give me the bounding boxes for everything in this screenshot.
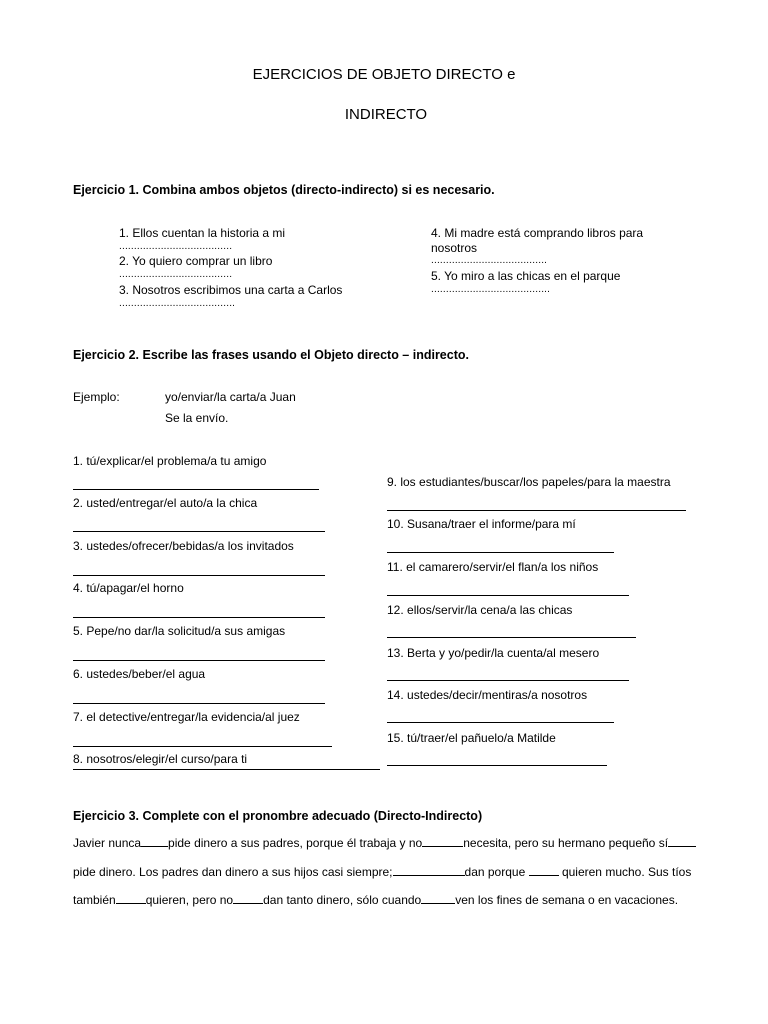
exercise-1-item-5: 5. Yo miro a las chicas en el parque xyxy=(431,269,621,283)
answer-line[interactable] xyxy=(387,552,614,553)
paragraph-text: necesita, pero su hermano pequeño sí xyxy=(463,836,669,850)
exercise-1-item-4: 4. Mi madre está comprando libros para xyxy=(431,226,644,240)
fill-blank[interactable] xyxy=(233,892,263,904)
paragraph-text: ven los fines de semana o en vacaciones. xyxy=(455,893,679,907)
fill-blank[interactable] xyxy=(116,892,146,904)
exercise-2-item: 2. usted/entregar/el auto/a la chica xyxy=(73,496,258,510)
exercise-1-heading: Ejercicio 1. Combina ambos objetos (directo-indirecto) si es necesario. xyxy=(73,183,495,197)
exercise-1-item-1: 1. Ellos cuentan la historia a mi xyxy=(119,226,286,240)
exercise-2-item: 10. Susana/traer el informe/para mí xyxy=(387,517,576,531)
exercise-2-item: 9. los estudiantes/buscar/los papeles/para la maestra xyxy=(387,475,671,489)
exercise-2-item: 13. Berta y yo/pedir/la cuenta/al mesero xyxy=(387,646,600,660)
answer-line[interactable] xyxy=(73,617,325,618)
fill-blank[interactable] xyxy=(421,892,455,904)
exercise-2-item: 15. tú/traer/el pañuelo/a Matilde xyxy=(387,731,556,745)
exercise-2-item: 1. tú/explicar/el problema/a tu amigo xyxy=(73,454,267,468)
answer-line[interactable] xyxy=(73,531,325,532)
document-title-line2: INDIRECTO xyxy=(344,106,428,123)
document-title: EJERCICIOS DE OBJETO DIRECTO e xyxy=(252,66,516,83)
answer-line[interactable] xyxy=(73,575,325,576)
answer-dots[interactable]: ....................................... xyxy=(119,298,236,309)
answer-line[interactable] xyxy=(387,765,607,766)
answer-line[interactable] xyxy=(73,746,332,747)
exercise-2-item: 11. el camarero/servir/el flan/a los niños xyxy=(387,560,599,574)
paragraph-text: dan tanto dinero, sólo cuando xyxy=(263,893,422,907)
answer-line[interactable] xyxy=(73,489,319,490)
answer-line[interactable] xyxy=(387,637,636,638)
exercise-2-item: 3. ustedes/ofrecer/bebidas/a los invitados xyxy=(73,539,294,553)
answer-line[interactable] xyxy=(73,703,325,704)
paragraph-text: quieren mucho. Sus tíos también xyxy=(73,864,692,907)
exercise-2-item: 14. ustedes/decir/mentiras/a nosotros xyxy=(387,688,588,702)
exercise-1-item-2: 2. Yo quiero comprar un libro xyxy=(119,254,273,268)
paragraph-text: dan porque xyxy=(464,864,526,879)
exercise-1-item-3: 3. Nosotros escribimos una carta a Carlos xyxy=(119,283,343,297)
answer-line[interactable] xyxy=(73,769,380,770)
exercise-2-item: 7. el detective/entregar/la evidencia/al juez xyxy=(73,710,300,724)
fill-blank[interactable] xyxy=(668,835,696,847)
answer-line[interactable] xyxy=(387,510,686,511)
exercise-2-item: 8. nosotros/elegir/el curso/para ti xyxy=(73,752,248,766)
answer-dots[interactable]: ...................................... xyxy=(119,241,233,252)
answer-line[interactable] xyxy=(73,660,325,661)
paragraph-text: Javier nunca xyxy=(73,836,142,850)
answer-dots[interactable]: ........................................ xyxy=(431,284,551,295)
answer-line[interactable] xyxy=(387,722,614,723)
exercise-3-paragraph xyxy=(73,829,713,915)
answer-line[interactable] xyxy=(387,680,629,681)
exercise-2-heading: Ejercicio 2. Escribe las frases usando el Objeto directo – indirecto. xyxy=(73,348,469,362)
exercise-2-item: 6. ustedes/beber/el agua xyxy=(73,667,206,681)
answer-dots[interactable]: ....................................... xyxy=(431,255,548,266)
paragraph-text: pide dinero. Los padres dan dinero a sus hijos casi siempre; xyxy=(73,864,393,879)
paragraph-text: quieren, pero no xyxy=(145,893,234,907)
fill-blank[interactable] xyxy=(422,835,463,847)
fill-blank[interactable] xyxy=(529,864,559,876)
exercise-3-heading: Ejercicio 3. Complete con el pronombre adecuado (Directo-Indirecto) xyxy=(73,809,483,823)
exercise-2-item: 12. ellos/servir/la cena/a las chicas xyxy=(387,603,573,617)
example-prompt: yo/enviar/la carta/a Juan xyxy=(165,390,296,404)
exercise-1-item-4-cont: nosotros xyxy=(431,241,478,255)
fill-blank[interactable] xyxy=(141,835,168,847)
paragraph-text: pide dinero a sus padres, porque él trabaja y no xyxy=(168,836,423,850)
answer-dots[interactable]: ...................................... xyxy=(119,269,233,280)
exercise-2-item: 5. Pepe/no dar/la solicitud/a sus amigas xyxy=(73,624,286,638)
answer-line[interactable] xyxy=(387,595,629,596)
fill-blank[interactable] xyxy=(393,864,465,876)
exercise-2-item: 4. tú/apagar/el horno xyxy=(73,581,184,595)
example-answer: Se la envío. xyxy=(165,411,229,425)
example-label: Ejemplo: xyxy=(73,390,120,404)
